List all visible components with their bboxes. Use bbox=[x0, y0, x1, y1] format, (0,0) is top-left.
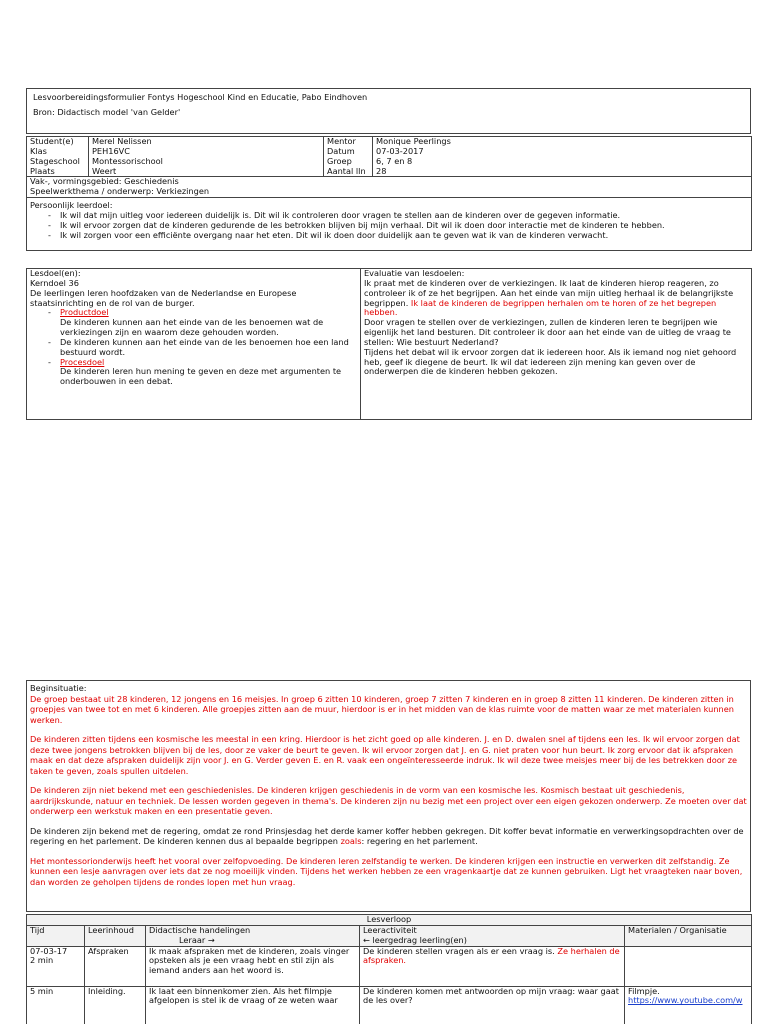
beginsituatie-p4-red: zoals bbox=[340, 836, 362, 846]
label-groep: Groep bbox=[327, 155, 352, 166]
col-didactisch-sub: Leraar → bbox=[179, 934, 215, 945]
lesverloop-table bbox=[26, 914, 752, 1024]
form-header-table bbox=[26, 88, 751, 134]
row-leeractiviteit-text: De kinderen komen met antwoorden op mijn vraag: waar gaat de les over? bbox=[363, 985, 619, 1006]
row-duration: 5 min bbox=[30, 985, 54, 996]
value-groep: 6, 7 en 8 bbox=[376, 155, 413, 166]
beginsituatie-p4-tail: : regering en het parlement. bbox=[361, 836, 478, 846]
value-plaats: Weert bbox=[92, 165, 117, 176]
procesdoel-text: De kinderen leren hun mening te geven en deze met argumenten te onderbouwen in een debat. bbox=[60, 366, 342, 387]
beginsituatie-p4-text: De kinderen zijn bekend met de regering, omdat ze rond Prinsjesdag het derde kamer koffer hebben gekregen. Dit koffer bevat informatie en verwerkingsopdrachten over de regering en het parlement. De kinderen kennen dus al bepaalde begrippen bbox=[30, 825, 744, 846]
productdoel-text: De kinderen kunnen aan het einde van de les benoemen wat de verkiezingen zijn en waarom deze gehouden worden. bbox=[60, 317, 324, 338]
row-didactisch: Ik laat een binnenkomer zien. Als het filmpje afgelopen is stel ik de vraag of ze weten waar bbox=[146, 986, 360, 1024]
col-leerinhoud: Leerinhoud bbox=[85, 925, 146, 946]
beginsituatie-p1: De groep bestaat uit 28 kinderen, 12 jongens en 16 meisjes. In groep 6 zitten 10 kinderen, groep 7 zitten 7 kinderen en in groep 8 zitten 11 kinderen. De kinderen zitten in groepjes van twee tot en met 6 kinderen. Alle groepjes zitten aan de muur, hierdoor is er in het midden van de klas ruimte voor de matten waar ze met materialen kunnen werken. bbox=[30, 693, 734, 725]
row-duration: 2 min bbox=[30, 955, 54, 966]
procesdoel-label: Procesdoel bbox=[60, 356, 105, 367]
row-materialen bbox=[625, 946, 752, 986]
evaluatie-title: Evaluatie van lesdoelen: bbox=[364, 268, 465, 278]
row-tijd bbox=[27, 986, 85, 1024]
col-leeractiviteit-sub: ← leergedrag leerling(en) bbox=[363, 934, 467, 945]
info-values-right bbox=[373, 137, 752, 177]
row-leeractiviteit bbox=[360, 986, 625, 1024]
value-stageschool: Montessorischool bbox=[92, 155, 163, 166]
label-mentor: Mentor bbox=[327, 136, 356, 146]
info-labels-left bbox=[27, 137, 89, 177]
goals-table bbox=[26, 268, 752, 420]
evaluatie-cell bbox=[361, 269, 752, 420]
col-leeractiviteit bbox=[360, 925, 625, 946]
label-klas: Klas bbox=[30, 145, 47, 156]
lesdoel-item bbox=[48, 308, 357, 338]
youtube-link[interactable]: https://www.youtube.com/w bbox=[628, 995, 743, 1006]
row-leerinhoud: Afspraken bbox=[85, 946, 146, 986]
col-materialen: Materialen / Organisatie bbox=[625, 925, 752, 946]
label-plaats: Plaats bbox=[30, 165, 55, 176]
beginsituatie-cell bbox=[27, 681, 751, 912]
row-leeractiviteit-text: De kinderen stellen vragen als er een vraag is. bbox=[363, 945, 555, 956]
label-datum: Datum bbox=[327, 145, 355, 156]
form-header-cell bbox=[27, 89, 751, 134]
value-datum: 07-03-2017 bbox=[376, 145, 424, 156]
info-labels-right bbox=[324, 137, 373, 177]
col-didactisch bbox=[146, 925, 360, 946]
row-date: 07-03-17 bbox=[30, 945, 68, 956]
evaluatie-p1 bbox=[364, 279, 748, 318]
row-materialen bbox=[625, 986, 752, 1024]
lesdoel-item: - De kinderen kunnen aan het einde van de les benoemen hoe een land bestuurd wordt. bbox=[48, 338, 357, 358]
label-student: Student(e) bbox=[30, 136, 74, 146]
kerndoel: Kerndoel 36 bbox=[30, 277, 79, 288]
beginsituatie-p4 bbox=[30, 826, 747, 847]
col-tijd: Tijd bbox=[27, 925, 85, 946]
beginsituatie-title: Beginsituatie: bbox=[30, 683, 87, 693]
form-source: Bron: Didactisch model 'van Gelder' bbox=[33, 106, 181, 117]
row-leeractiviteit-red: Ze herhalen de afspraken. bbox=[363, 945, 620, 966]
row-materialen-text: Filmpje. bbox=[628, 985, 660, 996]
value-aantal: 28 bbox=[376, 165, 387, 176]
evaluatie-p1-text: Ik praat met de kinderen over de verkiezingen. Ik laat de kinderen hierop reageren, zo controleer ik of ze het begrijpen. Aan het einde van mijn uitleg herhaal ik de belangrijkste begrippen. bbox=[364, 277, 734, 308]
evaluatie-p1-red: Ik laat de kinderen de begrippen herhalen om te horen of ze het begrepen hebben. bbox=[364, 297, 717, 318]
table-row bbox=[27, 946, 752, 986]
personal-goal-cell bbox=[27, 198, 752, 251]
lesdoel-list bbox=[30, 308, 357, 387]
value-student: Merel Nelissen bbox=[92, 136, 152, 146]
col-didactisch-label: Didactische handelingen bbox=[149, 924, 251, 935]
beginsituatie-p2: De kinderen zitten tijdens een kosmische les meestal in een kring. Hierdoor is het zicht goed op alle kinderen. J. en D. dwalen snel af tijdens een les. Ik wil ervoor zorgen dat deze twee jongens betrokken blijven bij de les, door ze vaker de beurt te geven. Ik wil ervoor zorgen dat J. en G. niet praten voor hun beurt. Ik zorg ervoor dat ik afspraken maak en dat deze afspraken duidelijk zijn voor J. en G. Verder geven E. en R. vaak een ongeïnteresseerde indruk. Ik wil deze twee meisjes meer bij de les betrekken door ze taken te geven, zoals spullen uitdelen. bbox=[30, 734, 740, 776]
lesdoel-intro: De leerlingen leren hoofdzaken van de Nederlandse en Europese staatsinrichting en de rol van de burger. bbox=[30, 287, 297, 308]
row-leeractiviteit bbox=[360, 946, 625, 986]
lesverloop-title: Lesverloop bbox=[27, 915, 752, 926]
student-info-table bbox=[26, 136, 752, 251]
productdoel-label: Productdoel bbox=[60, 307, 109, 318]
row-tijd bbox=[27, 946, 85, 986]
evaluatie-p3: Tijdens het debat wil ik ervoor zorgen dat ik iedereen hoor. Als ik iemand nog niet gehoord heb, geef ik diegene de beurt. Ik wil dat iedereen zijn mening kan geven over de onderwerpen die de kinderen hebben gekozen. bbox=[364, 346, 737, 377]
lesdoel-cell bbox=[27, 269, 361, 420]
row-leerinhoud: Inleiding. bbox=[85, 986, 146, 1024]
lesdoel-title: Lesdoel(en): bbox=[30, 268, 81, 278]
subject-thema: Speelwerkthema / onderwerp: Verkiezingen bbox=[30, 186, 210, 197]
lesdoel-item bbox=[48, 358, 357, 388]
personal-goal-list bbox=[30, 211, 748, 241]
beginsituatie-table bbox=[26, 680, 751, 912]
personal-goal-item: - Ik wil dat mijn uitleg voor iedereen duidelijk is. Dit wil ik controleren door vragen te stellen aan de kinderen over de gegeven informatie. bbox=[48, 211, 748, 221]
evaluatie-p2: Door vragen te stellen over de verkiezingen, zullen de kinderen leren te begrijpen wie eigenlijk het land besturen. Dit controleer ik door aan het einde van de uitleg de vraag te stellen: Wie bestuurt Nederland? bbox=[364, 317, 731, 347]
label-aantal: Aantal lln bbox=[327, 165, 366, 176]
personal-goal-title: Persoonlijk leerdoel: bbox=[30, 200, 113, 211]
beginsituatie-p5: Het montessorionderwijs heeft het vooral over zelfopvoeding. De kinderen leren zelfstandig te werken. De kinderen krijgen een instructie en verwerken dit zelfstandig. Ze kunnen een lesje aanvragen over iets dat ze nog moeilijk vinden. Tijdens het werken hebben ze een vragenkaartje dat ze kunnen gebruiken. Ligt het vraagteken naar boven, dan worden ze geholpen tijdens de rondes lopen met hun vraag. bbox=[30, 855, 743, 887]
row-didactisch: Ik maak afspraken met de kinderen, zoals vinger opsteken als je een vraag hebt en stil zijn als iemand anders aan het woord is. bbox=[146, 946, 360, 986]
info-values-left bbox=[89, 137, 324, 177]
subject-vak: Vak-, vormingsgebied: Geschiedenis bbox=[30, 176, 179, 187]
value-mentor: Monique Peerlings bbox=[376, 136, 451, 146]
col-leeractiviteit-label: Leeractiviteit bbox=[363, 924, 417, 935]
personal-goal-item: - Ik wil zorgen voor een efficiënte overgang naar het eten. Dit wil ik doen door duidelijk aan te geven wat ik van de kinderen verwacht. bbox=[48, 231, 748, 241]
table-row bbox=[27, 986, 752, 1024]
form-title: Lesvoorbereidingsformulier Fontys Hogeschool Kind en Educatie, Pabo Eindhoven bbox=[33, 92, 368, 102]
subject-cell bbox=[27, 177, 752, 198]
value-klas: PEH16VC bbox=[92, 145, 131, 156]
personal-goal-item: - Ik wil ervoor zorgen dat de kinderen gedurende de les betrokken blijven bij mijn verhaal. Dit wil ik doen door interactie met de kinderen te hebben. bbox=[48, 221, 748, 231]
label-stageschool: Stageschool bbox=[30, 155, 80, 166]
beginsituatie-p3: De kinderen zijn niet bekend met een geschiedenisles. De kinderen krijgen geschiedenis in de vorm van een kosmische les. Kosmisch bestaat uit geschiedenis, aardrijkskunde, natuur en techniek. De lessen worden gegeven in thema's. De kinderen zijn nu bezig met een project over een eigen gekozen onderwerp. Ze moeten over dat onderwerp een werkstuk maken en een presentatie geven. bbox=[30, 785, 747, 816]
